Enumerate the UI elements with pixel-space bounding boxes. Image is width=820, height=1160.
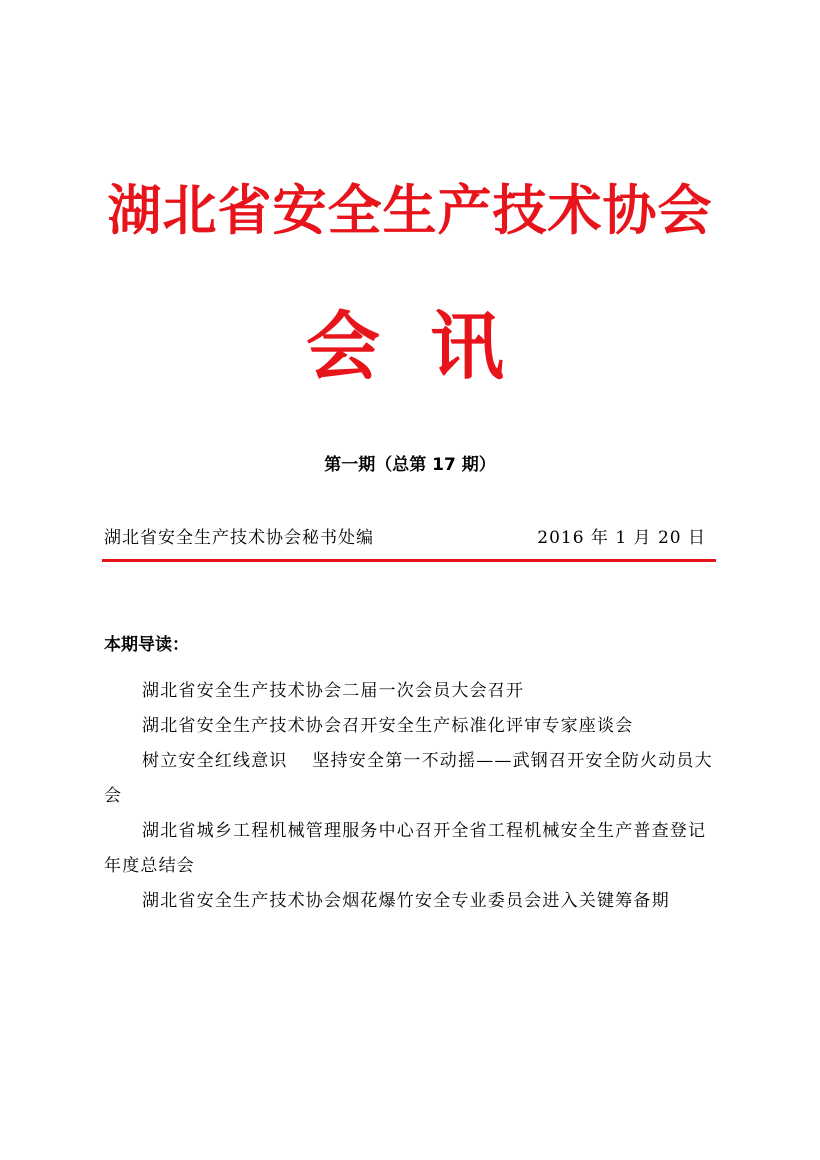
newsletter-title: 会讯 [306,304,554,390]
editor-name: 湖北省安全生产技术协会秘书处编 [104,528,374,548]
editor-line [104,525,716,553]
contents-item: 湖北省城乡工程机械管理服务中心召开全省工程机械安全生产普查登记年度总结会 [104,821,707,876]
contents-item: 湖北省安全生产技术协会烟花爆竹安全专业委员会进入关键筹备期 [142,891,670,911]
red-divider [102,559,716,562]
publication-date: 2016 年 1 月 20 日 [537,528,706,548]
organization-title: 湖北省安全生产技术协会 [107,178,713,242]
issue-number: 第一期（总第 17 期） [324,455,496,475]
contents-list [104,674,716,919]
contents-heading: 本期导读： [104,635,189,655]
contents-item: 湖北省安全生产技术协会召开安全生产标准化评审专家座谈会 [142,716,634,736]
contents-item: 湖北省安全生产技术协会二届一次会员大会召开 [142,681,525,701]
contents-item: 树立安全红线意识 坚持安全第一不动摇——武钢召开安全防火动员大会 [104,751,713,806]
